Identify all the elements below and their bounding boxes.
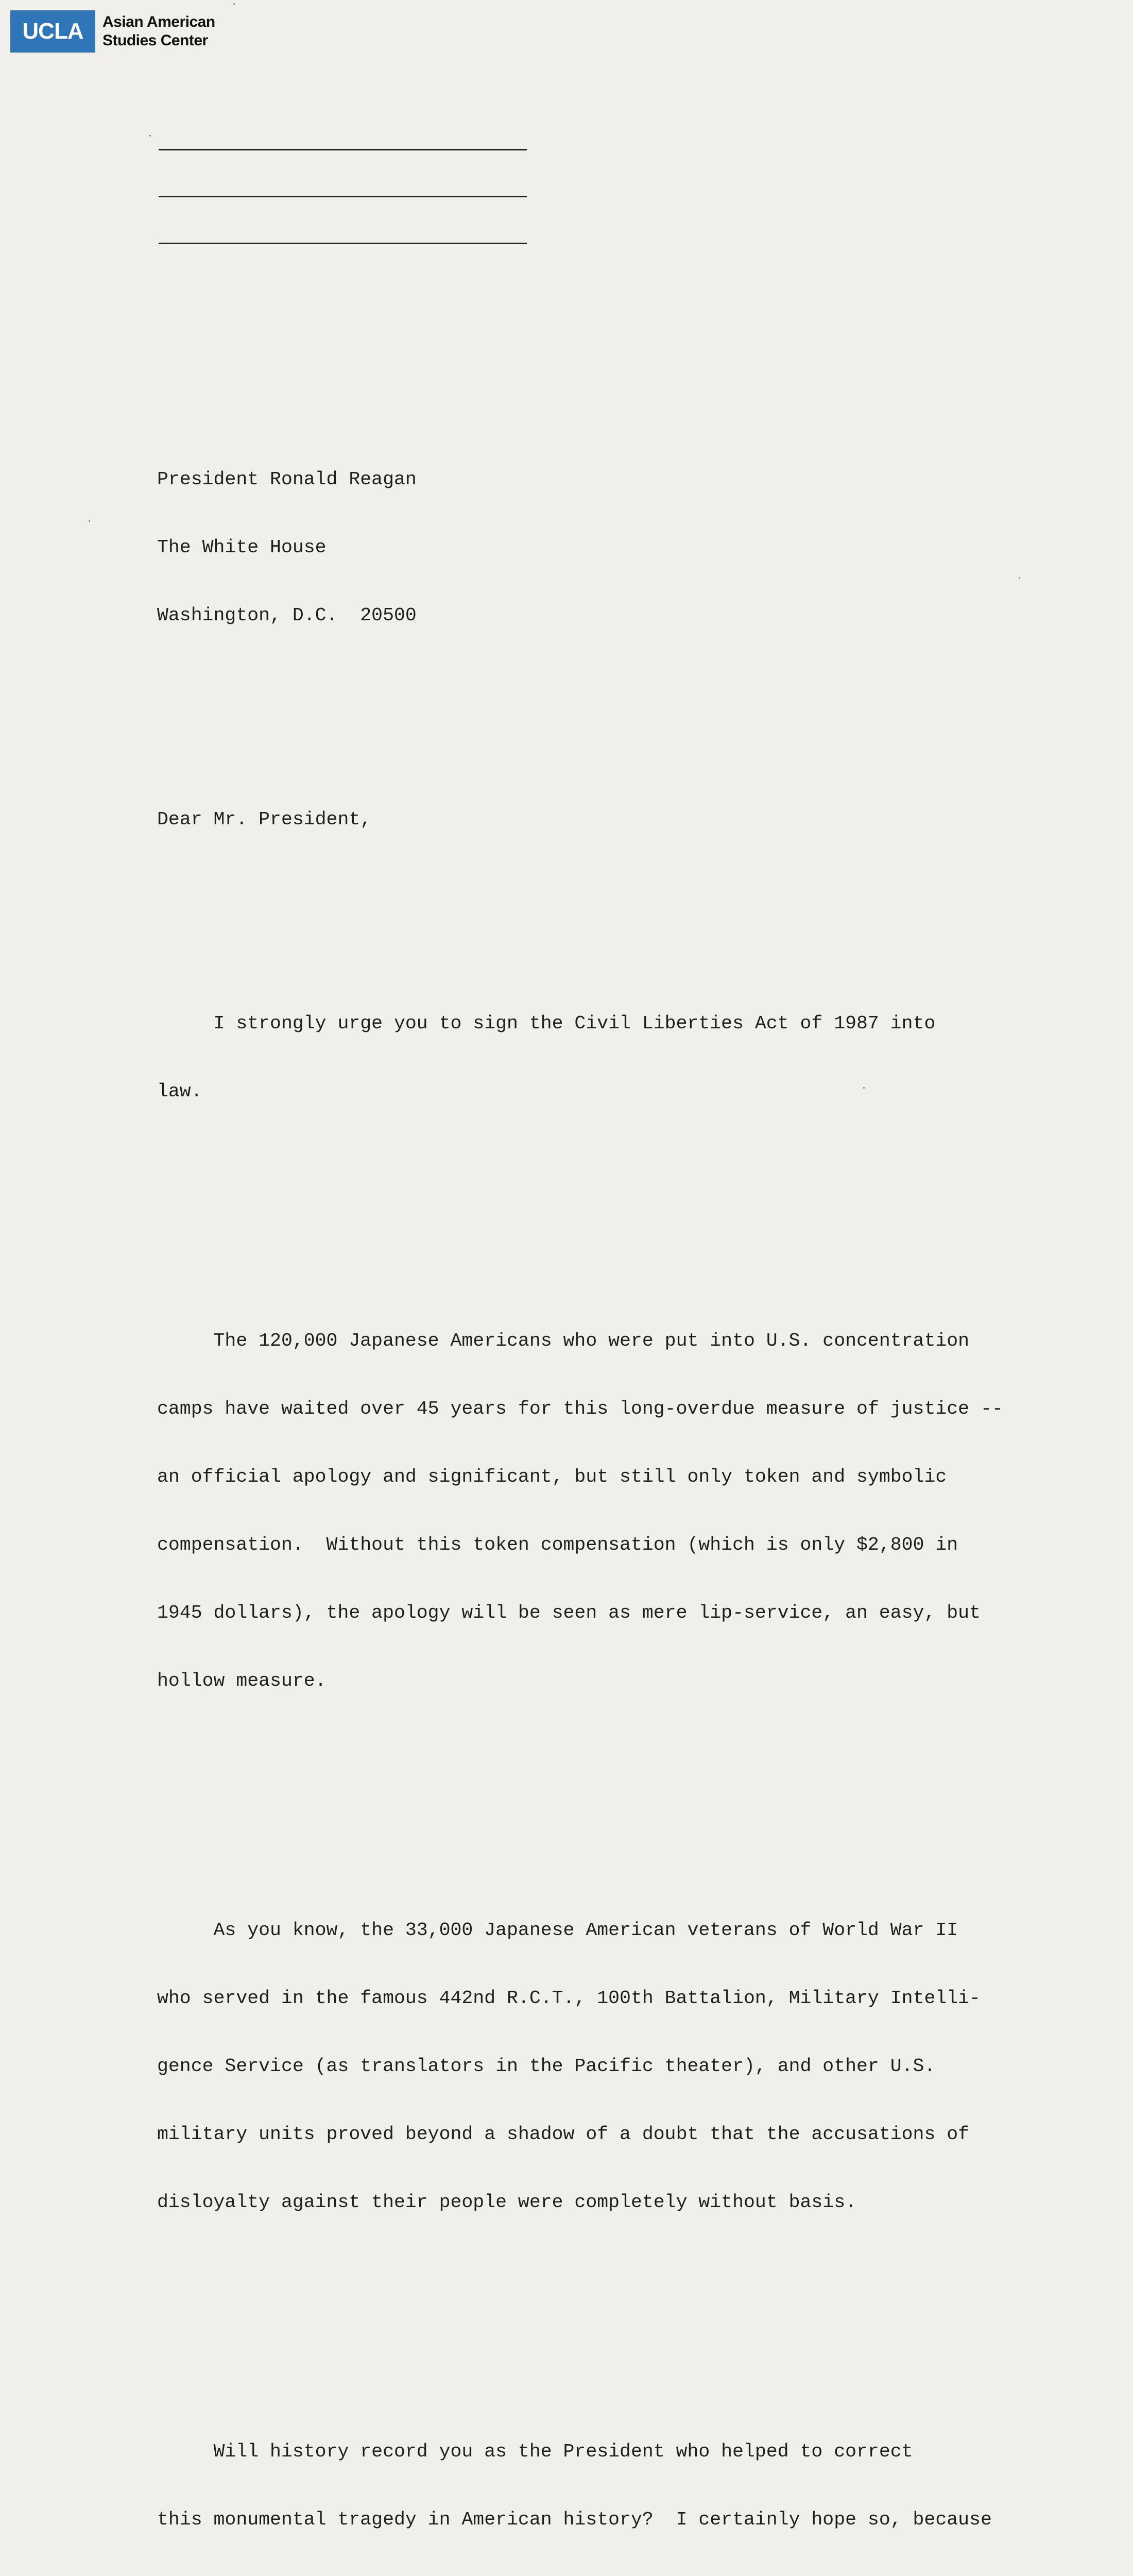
text-line: gence Service (as translators in the Pacific theater), and other U.S. (157, 2056, 936, 2077)
text-line: who served in the famous 442nd R.C.T., 100th Battalion, Military Intelli- (157, 1988, 981, 2009)
text-line: law. (157, 1081, 202, 1102)
ucla-logo-mark: UCLA (10, 10, 95, 53)
text-line: The 120,000 Japanese Americans who were put into U.S. concentration (157, 1330, 970, 1351)
text-line: As you know, the 33,000 Japanese American veterans of World War II (157, 1920, 958, 1941)
center-name-line-1: Asian American (102, 13, 215, 30)
text-line: hollow measure. (157, 1670, 327, 1691)
salutation: Dear Mr. President, (157, 809, 372, 830)
text-line: camps have waited over 45 years for this long-overdue measure of justice -- (157, 1398, 1003, 1419)
spacer (157, 876, 1033, 899)
recipient-line: Washington, D.C. 20500 (157, 605, 417, 626)
text-line: Will history record you as the President who helped to correct (157, 2441, 913, 2462)
paper-speck (1019, 577, 1020, 579)
paper-speck (863, 1087, 865, 1089)
center-name-line-2: Studies Center (102, 32, 208, 49)
paragraph-1 (157, 967, 1033, 1148)
text-line: military units proved beyond a shadow of a doubt that the accusations of (157, 2124, 970, 2145)
paragraph-4 (157, 2395, 1033, 2576)
letter-body (157, 378, 1033, 2576)
center-name (102, 13, 215, 50)
ucla-logo (10, 10, 215, 53)
recipient-line: President Ronald Reagan (157, 469, 417, 490)
paragraph-3 (157, 1874, 1033, 2259)
blank-address-line-3 (159, 243, 527, 244)
text-line: compensation. Without this token compensation (which is only $2,800 in (157, 1534, 958, 1555)
paper-speck (149, 135, 151, 137)
text-line: 1945 dollars), the apology will be seen as mere lip-service, an easy, but (157, 1602, 981, 1623)
blank-address-line-2 (159, 196, 527, 197)
spacer (157, 1783, 1033, 1806)
spacer (157, 2304, 1033, 2327)
spacer (157, 1194, 1033, 1216)
text-line: I strongly urge you to sign the Civil Liberties Act of 1987 into (157, 1013, 936, 1034)
text-line: disloyalty against their people were completely without basis. (157, 2192, 857, 2213)
recipient-address (157, 423, 1033, 672)
text-line: an official apology and significant, but still only token and symbolic (157, 1466, 947, 1487)
paper-speck (89, 520, 90, 522)
blank-address-line-1 (159, 149, 527, 150)
paper-speck (233, 3, 235, 5)
spacer (157, 718, 1033, 740)
text-line: this monumental tragedy in American history? I certainly hope so, because (157, 2509, 992, 2530)
recipient-line: The White House (157, 537, 327, 558)
paragraph-2 (157, 1284, 1033, 1738)
